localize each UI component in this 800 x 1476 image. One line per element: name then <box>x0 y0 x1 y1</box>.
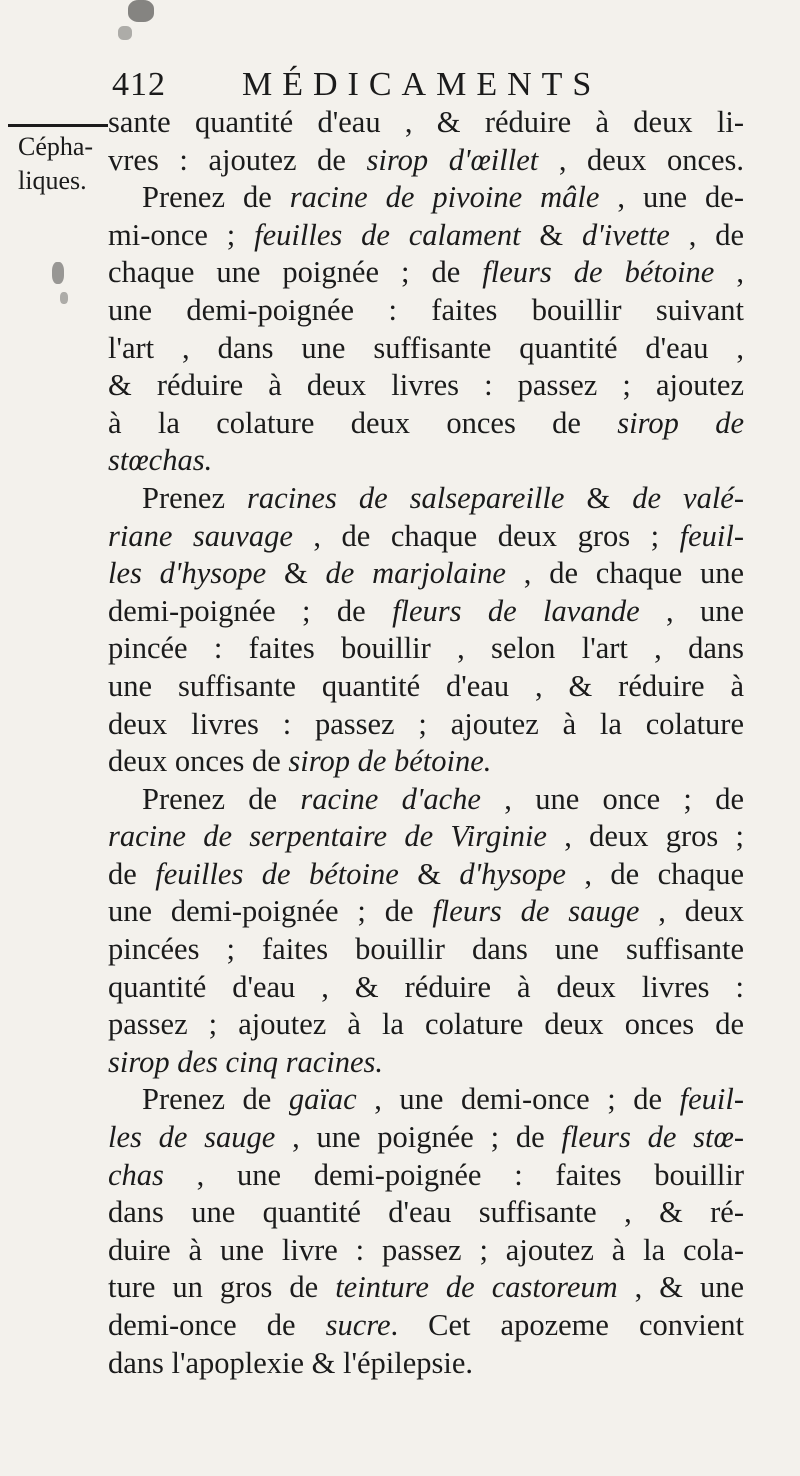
text-line: demi-poignée ; de fleurs de lavande , une <box>108 593 745 628</box>
body-text <box>108 104 744 1382</box>
text-line: chaque une poignée ; de fleurs de bétoine , <box>108 255 744 290</box>
text-line: une demi-poignée ; de fleurs de sauge , deux <box>108 894 744 929</box>
text-line: vres : ajoutez de sirop d'œillet , deux onces. <box>108 142 745 177</box>
margin-rule <box>8 124 108 127</box>
text-line: Prenez de racine de pivoine mâle , une de- <box>142 180 745 215</box>
ink-stain-top <box>110 0 170 60</box>
text-line: mi-once ; feuilles de calament & d'ivette , de <box>108 217 744 252</box>
text-line: dans une quantité d'eau suffisante , & ré- <box>108 1195 744 1230</box>
running-title: MÉDICAMENTS <box>242 66 602 103</box>
text-line: Prenez racines de salsepareille & de valé- <box>142 480 744 515</box>
text-line: riane sauvage , de chaque deux gros ; feuil- <box>108 518 745 553</box>
text-line: une demi-poignée : faites bouillir suivant <box>108 292 744 327</box>
text-line: deux livres : passez ; ajoutez à la colature <box>108 706 744 741</box>
text-line: Prenez de racine d'ache , une once ; de <box>142 781 745 816</box>
text-line: quantité d'eau , & réduire à deux livres : <box>108 969 744 1004</box>
text-line: pincée : faites bouillir , selon l'art , dans <box>108 631 744 666</box>
text-line: Prenez de gaïac , une demi-once ; de feuil- <box>142 1082 744 1117</box>
text-line: sante quantité d'eau , & réduire à deux li- <box>108 105 744 139</box>
text-line: duire à une livre : passez ; ajoutez à la cola- <box>108 1232 744 1267</box>
text-line: racine de serpentaire de Virginie , deux gros ; <box>108 819 744 854</box>
text-line: dans l'apoplexie & l'épilepsie. <box>108 1345 474 1380</box>
margin-note-line: Cépha- <box>18 132 94 161</box>
text-line: pincées ; faites bouillir dans une suffisante <box>108 932 744 967</box>
text-line: chas , une demi-poignée : faites bouillir <box>108 1157 744 1192</box>
ink-speck <box>60 292 68 304</box>
text-line: les d'hysope & de marjolaine , de chaque une <box>108 556 744 591</box>
text-line: l'art , dans une suffisante quantité d'eau , <box>108 330 744 365</box>
text-line: & réduire à deux livres : passez ; ajoutez <box>108 368 744 403</box>
ink-speck <box>52 262 64 284</box>
page-number: 412 <box>112 66 166 103</box>
text-line: deux onces de sirop de bétoine. <box>108 744 492 779</box>
text-line: demi-once de sucre. Cet apozeme convient <box>108 1308 744 1342</box>
text-line: une suffisante quantité d'eau , & réduire à <box>108 668 744 703</box>
text-line: les de sauge , une poignée ; de fleurs de stœ- <box>108 1120 744 1155</box>
margin-note <box>18 130 114 198</box>
text-line: sirop des cinq racines. <box>108 1044 384 1079</box>
text-line: à la colature deux onces de sirop de <box>108 405 744 440</box>
text-line: passez ; ajoutez à la colature deux onces de <box>108 1007 744 1042</box>
text-line: stœchas. <box>108 443 213 478</box>
text-line: de feuilles de bétoine & d'hysope , de chaque <box>108 856 744 891</box>
margin-note-line: liques. <box>18 166 87 195</box>
text-line: ture un gros de teinture de castoreum , & une <box>108 1270 745 1305</box>
